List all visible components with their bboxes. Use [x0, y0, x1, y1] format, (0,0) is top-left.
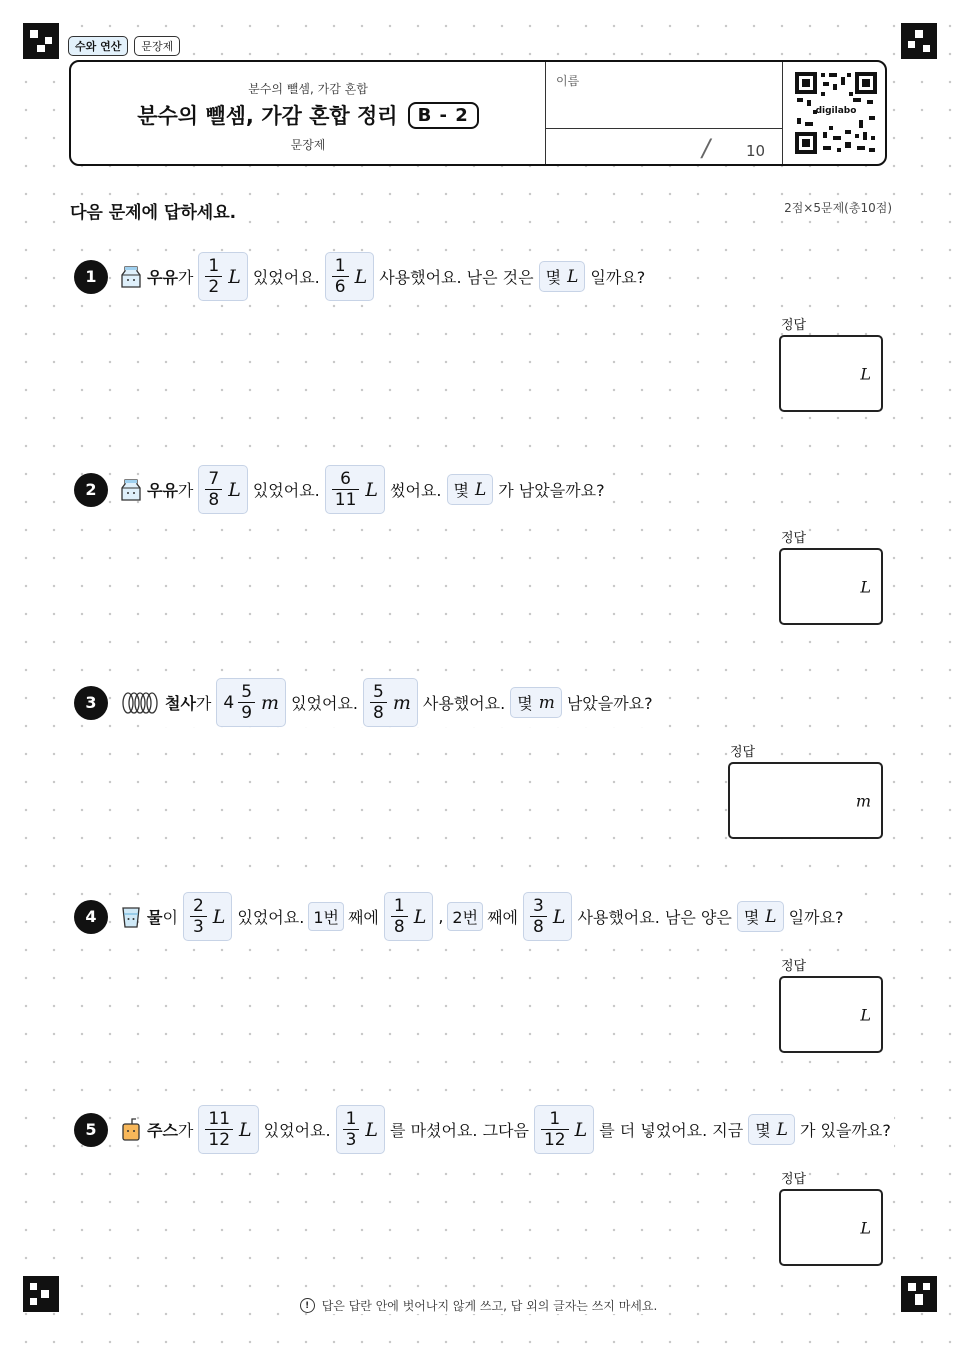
answer-label: 정답 [779, 1168, 808, 1187]
fraction-box: $\frac{11}{12}$ L [198, 1105, 258, 1154]
name-label: 이름 [556, 74, 580, 88]
answer-label: 정답 [779, 955, 808, 974]
fraction-box: $\frac{2}{3}$ L [183, 892, 232, 941]
fraction-box: $\frac{6}{11}$ L [325, 465, 385, 514]
fraction-box: $\frac{7}{8}$ L [198, 465, 247, 514]
question-5: 5 주스 가 $\frac{11}{12}$ L 있었어요. $\frac{1}{3}$ L 를 마셨어요. 그다음 $\frac{1}{12}$ L 를 더 넣었어요. 지금 몇 L 가 있을까요? [74, 1105, 894, 1154]
answer-box-1[interactable]: L [779, 335, 883, 412]
question-3: 3 철사 가 4 $\frac{5}{9}$ m 있었어요. $\frac{5}{8}$ m 사용했어요. 몇 m 남았을까요? [74, 678, 656, 727]
wire-coil-icon [120, 691, 160, 715]
item-name: 철사 [165, 694, 196, 713]
question-2: 2 우유 가 $\frac{7}{8}$ L 있었어요. $\frac{6}{11}$ L 썼어요. 몇 L 가 남았을까요? [74, 465, 608, 514]
page-title: 분수의 뺄셈, 가감 혼합 정리 [137, 104, 398, 128]
score-info: 2점×5문제(총10점) [784, 201, 892, 215]
footer-note [0, 1297, 960, 1314]
fraction-box: $\frac{3}{8}$ L [523, 892, 572, 941]
unknown-box: 몇 L [748, 1114, 795, 1145]
name-score-area [545, 62, 783, 164]
item-name: 주스 [147, 1121, 178, 1140]
unknown-box: 몇 L [737, 901, 784, 932]
question-number: 3 [74, 686, 108, 720]
answer-label: 정답 [728, 741, 757, 760]
qr-label: digilabo [815, 106, 857, 116]
answer-label: 정답 [779, 527, 808, 546]
fraction-box: $\frac{1}{3}$ L [336, 1105, 385, 1154]
ordinal-box: 2번 [447, 902, 483, 931]
worksheet-code: B - 2 [408, 102, 479, 129]
qr-code-icon [793, 70, 879, 156]
milk-carton-icon [120, 478, 142, 502]
category-tags [68, 36, 180, 56]
question-number: 1 [74, 260, 108, 294]
corner-marker-top-right [901, 23, 937, 59]
header-subtitle: 분수의 뺄셈, 가감 혼합 [248, 82, 368, 96]
question-number: 5 [74, 1113, 108, 1147]
tag-type: 문장제 [134, 36, 180, 56]
fraction-box: $\frac{1}{6}$ L [325, 252, 374, 301]
juice-box-icon [120, 1118, 142, 1142]
corner-marker-top-left [23, 23, 59, 59]
info-icon: ! [300, 1298, 315, 1313]
item-name: 우유 [147, 268, 178, 287]
footer-text: 답은 답란 안에 벗어나지 않게 쓰고, 답 외의 글자는 쓰지 마세요. [319, 1297, 661, 1314]
question-number: 4 [74, 900, 108, 934]
instruction: 다음 문제에 답하세요. [68, 196, 238, 225]
item-name: 물 [147, 908, 163, 927]
header-title-area [71, 62, 545, 164]
tag-category: 수와 연산 [68, 36, 128, 56]
worksheet-header [69, 60, 887, 166]
fraction-box: $\frac{1}{12}$ L [534, 1105, 594, 1154]
header-kind: 문장제 [290, 138, 326, 152]
ordinal-box: 1번 [308, 902, 344, 931]
fraction-box: $\frac{5}{8}$ m [363, 678, 418, 727]
question-1: 1 우유 가 $\frac{1}{2}$ L 있었어요. $\frac{1}{6}$ L 사용했어요. 남은 것은 몇 L 일까요? [74, 252, 648, 301]
unknown-box: 몇 L [447, 474, 494, 505]
mixed-fraction-box: 4 $\frac{5}{9}$ m [216, 678, 286, 727]
answer-box-3[interactable]: m [728, 762, 883, 839]
answer-box-4[interactable]: L [779, 976, 883, 1053]
question-number: 2 [74, 473, 108, 507]
unknown-box: 몇 L [539, 261, 586, 292]
score-total: 10 [746, 142, 766, 160]
water-cup-icon [120, 905, 142, 929]
answer-label: 정답 [779, 314, 808, 333]
question-4: 4 물 이 $\frac{2}{3}$ L 있었어요. 1번 째에 $\frac{1}{8}$ L , 2번 째에 $\frac{3}{8}$ L 사용했어요. 남은 양은 몇 L 일까요? [74, 892, 846, 941]
answer-box-2[interactable]: L [779, 548, 883, 625]
fraction-box: $\frac{1}{8}$ L [384, 892, 433, 941]
score-slash: / [702, 134, 711, 162]
unknown-box: 몇 m [510, 687, 562, 718]
item-name: 우유 [147, 481, 178, 500]
fraction-box: $\frac{1}{2}$ L [198, 252, 247, 301]
milk-carton-icon [120, 265, 142, 289]
answer-box-5[interactable]: L [779, 1189, 883, 1266]
